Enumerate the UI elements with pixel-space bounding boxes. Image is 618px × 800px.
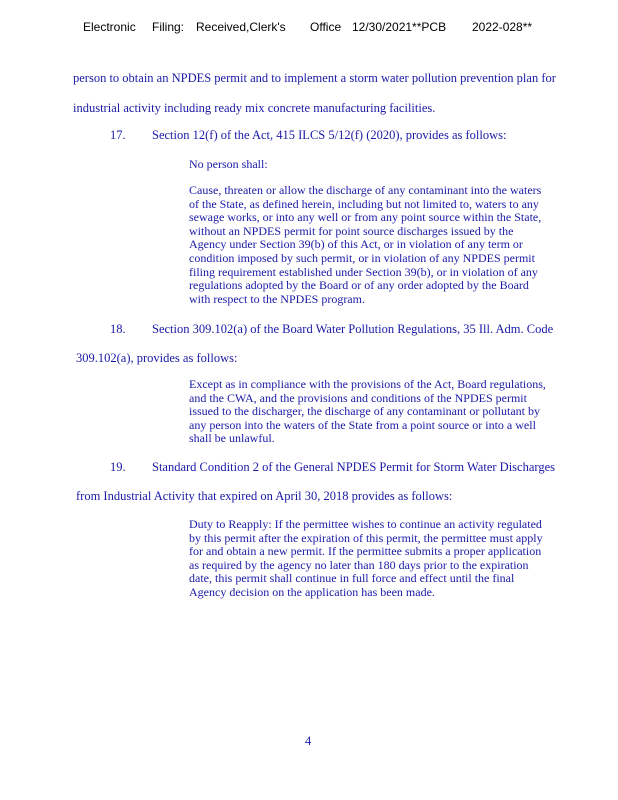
paragraph-19-continuation: from Industrial Activity that expired on April 30, 2018 provides as follows: <box>76 489 453 503</box>
quote-line: with respect to the NPDES program. <box>189 291 365 306</box>
quote-line: and the CWA, and the provisions and conditions of the NPDES permit <box>189 390 527 405</box>
paragraph-18-continuation: 309.102(a), provides as follows: <box>76 351 238 365</box>
header-received: Received,Clerk's <box>196 20 286 34</box>
quote-line: by this permit after the expiration of this permit, the permittee must apply <box>189 530 543 545</box>
body-line-2: industrial activity including ready mix concrete manufacturing facilities. <box>73 101 436 115</box>
header-case-number: 2022-028** <box>472 20 533 34</box>
quote-line: any person into the waters of the State from a point source or into a well <box>189 417 536 432</box>
quote-17-block <box>189 184 541 306</box>
quote-line: Except as in compliance with the provisions of the Act, Board regulations, <box>189 377 546 391</box>
quote-18-block <box>189 378 546 446</box>
header-office: Office <box>310 20 342 34</box>
quote-line: Cause, threaten or allow the discharge of any contaminant into the waters <box>189 183 542 197</box>
quote-line: of the State, as defined herein, including but not limited to, waters to any <box>189 196 539 211</box>
quote-line: Duty to Reapply: If the permittee wishes to continue an activity regulated <box>189 517 542 531</box>
quote-line: as required by the agency no later than 180 days prior to the expiration <box>189 557 529 572</box>
quote-line: Agency decision on the application has been made. <box>189 584 435 599</box>
quote-line: sewage works, or into any well or from any point source within the State, <box>189 210 542 225</box>
quote-line: without an NPDES permit for point source discharges issued by the <box>189 223 514 238</box>
paragraph-18-text: Section 309.102(a) of the Board Water Pollution Regulations, 35 Ill. Adm. Code <box>152 322 554 336</box>
paragraph-17-text: Section 12(f) of the Act, 415 ILCS 5/12(f) (2020), provides as follows: <box>152 128 507 142</box>
quote-line: for and obtain a new permit. If the permittee submits a proper application <box>189 544 542 559</box>
page-number: 4 <box>305 734 312 748</box>
body-line-1: person to obtain an NPDES permit and to implement a storm water pollution prevention plan for <box>73 71 556 85</box>
quote-line: issued to the discharger, the discharge of any contaminant or pollutant by <box>189 404 540 419</box>
paragraph-19-text: Standard Condition 2 of the General NPDES Permit for Storm Water Discharges <box>152 460 555 474</box>
quote-line: Agency under Section 39(b) of this Act, or in violation of any term or <box>189 237 523 252</box>
header-date: 12/30/2021**PCB <box>352 20 447 34</box>
quote-line: regulations adopted by the Board or of any order adopted by the Board <box>189 278 529 293</box>
quote-19-block <box>189 518 543 600</box>
paragraph-19-number: 19. <box>110 460 126 474</box>
filing-stamp-header <box>0 20 618 36</box>
quote-17-intro: No person shall: <box>189 157 268 171</box>
quote-line: filing requirement established under Section 39(b), or in violation of any <box>189 264 538 279</box>
paragraph-18-number: 18. <box>110 322 126 336</box>
quote-line: shall be unlawful. <box>189 431 275 446</box>
header-filing: Filing: <box>152 20 185 34</box>
quote-line: date, this permit shall continue in full force and effect until the final <box>189 571 515 586</box>
quote-line: condition imposed by such permit, or in violation of any NPDES permit <box>189 250 535 265</box>
header-electronic: Electronic <box>83 20 136 34</box>
paragraph-17-number: 17. <box>110 128 126 142</box>
